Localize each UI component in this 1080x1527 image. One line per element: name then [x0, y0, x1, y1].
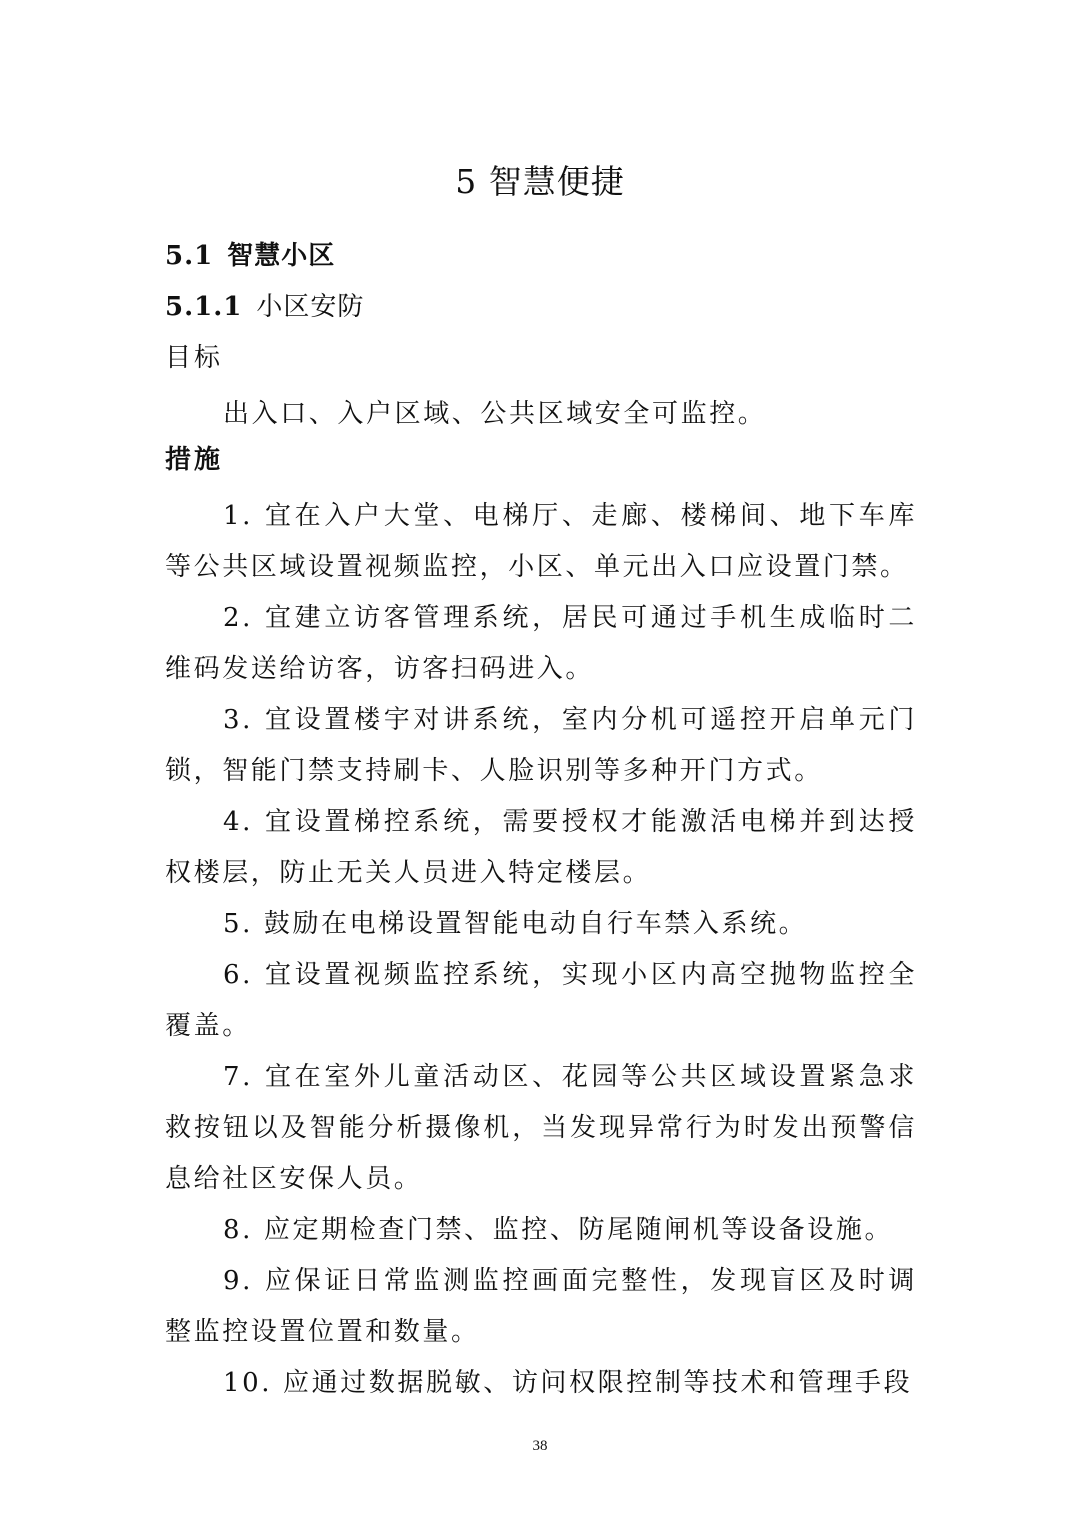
measure-item-6: 6. 宜设置视频监控系统，实现小区内高空抛物监控全覆盖。 — [165, 960, 917, 1041]
subsection-title: 小区安防 — [256, 292, 365, 322]
measure-item-4: 4. 宜设置梯控系统，需要授权才能激活电梯并到达授权楼层，防止无关人员进入特定楼层。 — [165, 807, 917, 888]
measure-item-7: 7. 宜在室外儿童活动区、花园等公共区域设置紧急求救按钮以及智能分析摄像机，当发现异常行为时发出预警信息给社区安保人员。 — [165, 1062, 917, 1194]
measure-item-5: 5. 鼓励在电梯设置智能电动自行车禁入系统。 — [223, 909, 808, 939]
measures-label: 措施 — [165, 445, 224, 475]
goal-text: 出入口、入户区域、公共区域安全可监控。 — [223, 399, 767, 429]
subsection-number: 5.1.1 — [165, 292, 243, 322]
page-number: 38 — [532, 1438, 548, 1454]
section-number: 5.1 — [165, 241, 214, 271]
measure-item-1: 1. 宜在入户大堂、电梯厅、走廊、楼梯间、地下车库等公共区域设置视频监控，小区、单元出入口应设置门禁。 — [165, 501, 917, 582]
subsection-heading — [165, 287, 364, 327]
measure-item-3: 3. 宜设置楼宇对讲系统，室内分机可遥控开启单元门锁，智能门禁支持刷卡、人脸识别等多种开门方式。 — [165, 705, 917, 786]
goal-label: 目标 — [165, 343, 224, 373]
measure-item-8: 8. 应定期检查门禁、监控、防尾随闸机等设备设施。 — [223, 1215, 894, 1245]
measure-item-10: 10. 应通过数据脱敏、访问权限控制等技术和管理手段 — [223, 1368, 913, 1398]
section-title: 智慧小区 — [227, 241, 336, 271]
measure-item-9: 9. 应保证日常监测监控画面完整性，发现盲区及时调整监控设置位置和数量。 — [165, 1266, 917, 1347]
measure-item-2: 2. 宜建立访客管理系统，居民可通过手机生成临时二维码发送给访客，访客扫码进入。 — [165, 603, 917, 684]
chapter-title: 5 智慧便捷 — [455, 162, 625, 201]
section-heading — [165, 236, 335, 276]
body-text — [165, 389, 917, 1409]
